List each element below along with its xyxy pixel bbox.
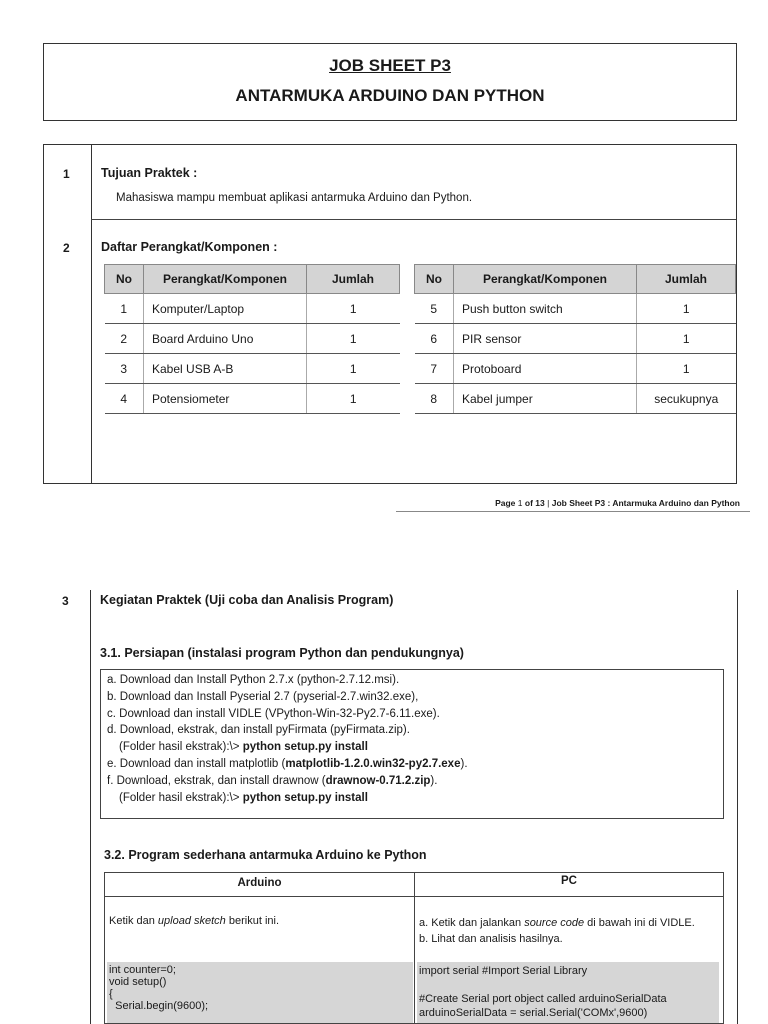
- section2-heading: Daftar Perangkat/Komponen :: [101, 240, 278, 254]
- cell-no: 5: [415, 294, 454, 324]
- table-row: [415, 384, 736, 414]
- footer-page-total: 13: [535, 498, 545, 508]
- table-row: [415, 324, 736, 354]
- section1-number: 1: [63, 167, 70, 181]
- step-c: c. Download dan install VIDLE (VPython-Win-32-Py2.7-6.11.exe).: [107, 707, 440, 720]
- cell-qty: 1: [307, 384, 400, 414]
- cell-item: Kabel jumper: [454, 384, 637, 414]
- table-row: [105, 384, 400, 414]
- footer-page-num: 1: [517, 498, 523, 508]
- table-row: [415, 294, 736, 324]
- cell-no: 7: [415, 354, 454, 384]
- table-row: [105, 354, 400, 384]
- pc-code-block: [417, 962, 719, 1024]
- arduino-code-block: [107, 962, 413, 1024]
- arduino-pc-table: [104, 872, 724, 1024]
- pc-instr-a-pre: a. Ketik dan jalankan: [419, 917, 525, 929]
- step-f-pre: f. Download, ekstrak, dan install drawnow (: [107, 774, 326, 787]
- section1-heading: Tujuan Praktek :: [101, 166, 198, 180]
- cell-no: 2: [105, 324, 144, 354]
- table-row: [105, 324, 400, 354]
- step-f-file: drawnow-0.71.2.zip: [325, 774, 431, 787]
- step-f-folder: (Folder hasil ekstrak):\>: [119, 791, 240, 804]
- pc-instr-a-em: source code: [524, 917, 585, 929]
- step-e-pre: e. Download dan install matplotlib (: [107, 757, 286, 770]
- cell-item: PIR sensor: [454, 324, 637, 354]
- step-f-command: python setup.py install: [242, 791, 368, 804]
- component-table-right: [414, 264, 736, 414]
- arduino-instr-em: upload sketch: [157, 915, 226, 927]
- pc-instr-b: b. Lihat dan analisis hasilnya.: [419, 933, 563, 945]
- step-f-post: ).: [430, 774, 438, 787]
- pc-instructions: [419, 915, 695, 947]
- step-b: b. Download dan Install Pyserial 2.7 (pyserial-2.7.win32.exe),: [107, 690, 419, 703]
- section1-text: Mahasiswa mampu membuat aplikasi antarmuka Arduino dan Python.: [116, 192, 473, 204]
- cell-qty: 1: [637, 354, 736, 384]
- subsection-3-1-heading: 3.1. Persiapan (instalasi program Python dan pendukungnya): [100, 646, 464, 660]
- arduino-instr-pre: Ketik dan: [109, 915, 158, 927]
- step-e-post: ).: [460, 757, 468, 770]
- cell-item: Board Arduino Uno: [144, 324, 307, 354]
- col-no: No: [105, 265, 144, 294]
- page-footer: [440, 498, 740, 508]
- page2-right-rule: [737, 590, 738, 1024]
- cell-no: 1: [105, 294, 144, 324]
- subsection-3-2-heading: 3.2. Program sederhana antarmuka Arduino ke Python: [104, 848, 427, 862]
- cell-qty: 1: [307, 294, 400, 324]
- install-steps-box: [100, 669, 724, 819]
- footer-page-label: Page: [495, 498, 516, 508]
- title-box: [43, 43, 737, 121]
- footer-rule: [396, 511, 750, 512]
- cell-qty: secukupnya: [637, 384, 736, 414]
- sections-box: [43, 144, 737, 484]
- section3-heading: Kegiatan Praktek (Uji coba dan Analisis Program): [100, 593, 394, 607]
- cell-no: 8: [415, 384, 454, 414]
- col-qty: Jumlah: [307, 265, 400, 294]
- step-e-file: matplotlib-1.2.0.win32-py2.7.exe: [285, 757, 461, 770]
- table-row: [415, 354, 736, 384]
- col-qty: Jumlah: [637, 265, 736, 294]
- step-d-folder: (Folder hasil ekstrak):\>: [119, 741, 240, 754]
- step-d-command-line: [107, 739, 717, 756]
- page2-left-rule: [90, 590, 91, 1024]
- cell-item: Protoboard: [454, 354, 637, 384]
- col-item: Perangkat/Komponen: [454, 265, 637, 294]
- cell-qty: 1: [307, 324, 400, 354]
- doc-title-line2: ANTARMUKA ARDUINO DAN PYTHON: [235, 86, 545, 105]
- cell-qty: 1: [637, 324, 736, 354]
- col-item: Perangkat/Komponen: [144, 265, 307, 294]
- step-f-command-line: [107, 790, 717, 807]
- cell-item: Push button switch: [454, 294, 637, 324]
- col-no: No: [415, 265, 454, 294]
- cell-item: Kabel USB A-B: [144, 354, 307, 384]
- cell-qty: 1: [307, 354, 400, 384]
- table-row: [105, 294, 400, 324]
- cell-no: 6: [415, 324, 454, 354]
- footer-separator: |: [547, 498, 550, 508]
- arduino-instr-post: berikut ini.: [225, 915, 280, 927]
- pc-instr-a: [419, 915, 695, 931]
- pc-code: import serial #Import Serial Library #Create Serial port object called arduinoSerialData arduinoSerialData = serial.Serial('COMx',9600): [419, 965, 667, 1019]
- cell-item: Komputer/Laptop: [144, 294, 307, 324]
- cell-qty: 1: [637, 294, 736, 324]
- cell-no: 4: [105, 384, 144, 414]
- arduino-code: int counter=0; void setup() { Serial.begin(9600);: [109, 964, 209, 1012]
- step-a: a. Download dan Install Python 2.7.x (python-2.7.12.msi).: [107, 674, 400, 686]
- pc-instr-a-post: di bawah ini di VIDLE.: [584, 917, 695, 929]
- step-f: [107, 773, 717, 790]
- section1-divider: [91, 219, 736, 220]
- code-table-header-rule: [105, 896, 723, 897]
- doc-title-line1: JOB SHEET P3: [329, 56, 451, 75]
- section3-number: 3: [62, 594, 69, 608]
- cell-no: 3: [105, 354, 144, 384]
- step-e: [107, 756, 717, 773]
- arduino-instruction: [109, 915, 279, 927]
- component-table-left: [104, 264, 400, 414]
- footer-doc-title: Job Sheet P3 : Antarmuka Arduino dan Python: [551, 498, 740, 508]
- number-column-divider: [91, 145, 92, 483]
- step-d-command: python setup.py install: [242, 741, 368, 754]
- cell-item: Potensiometer: [144, 384, 307, 414]
- col-arduino-header: Arduino: [237, 877, 282, 889]
- section2-number: 2: [63, 241, 70, 255]
- col-pc-header: PC: [561, 875, 577, 887]
- footer-of-label: of: [524, 498, 533, 508]
- step-d: d. Download, ekstrak, dan install pyFirmata (pyFirmata.zip).: [107, 724, 410, 737]
